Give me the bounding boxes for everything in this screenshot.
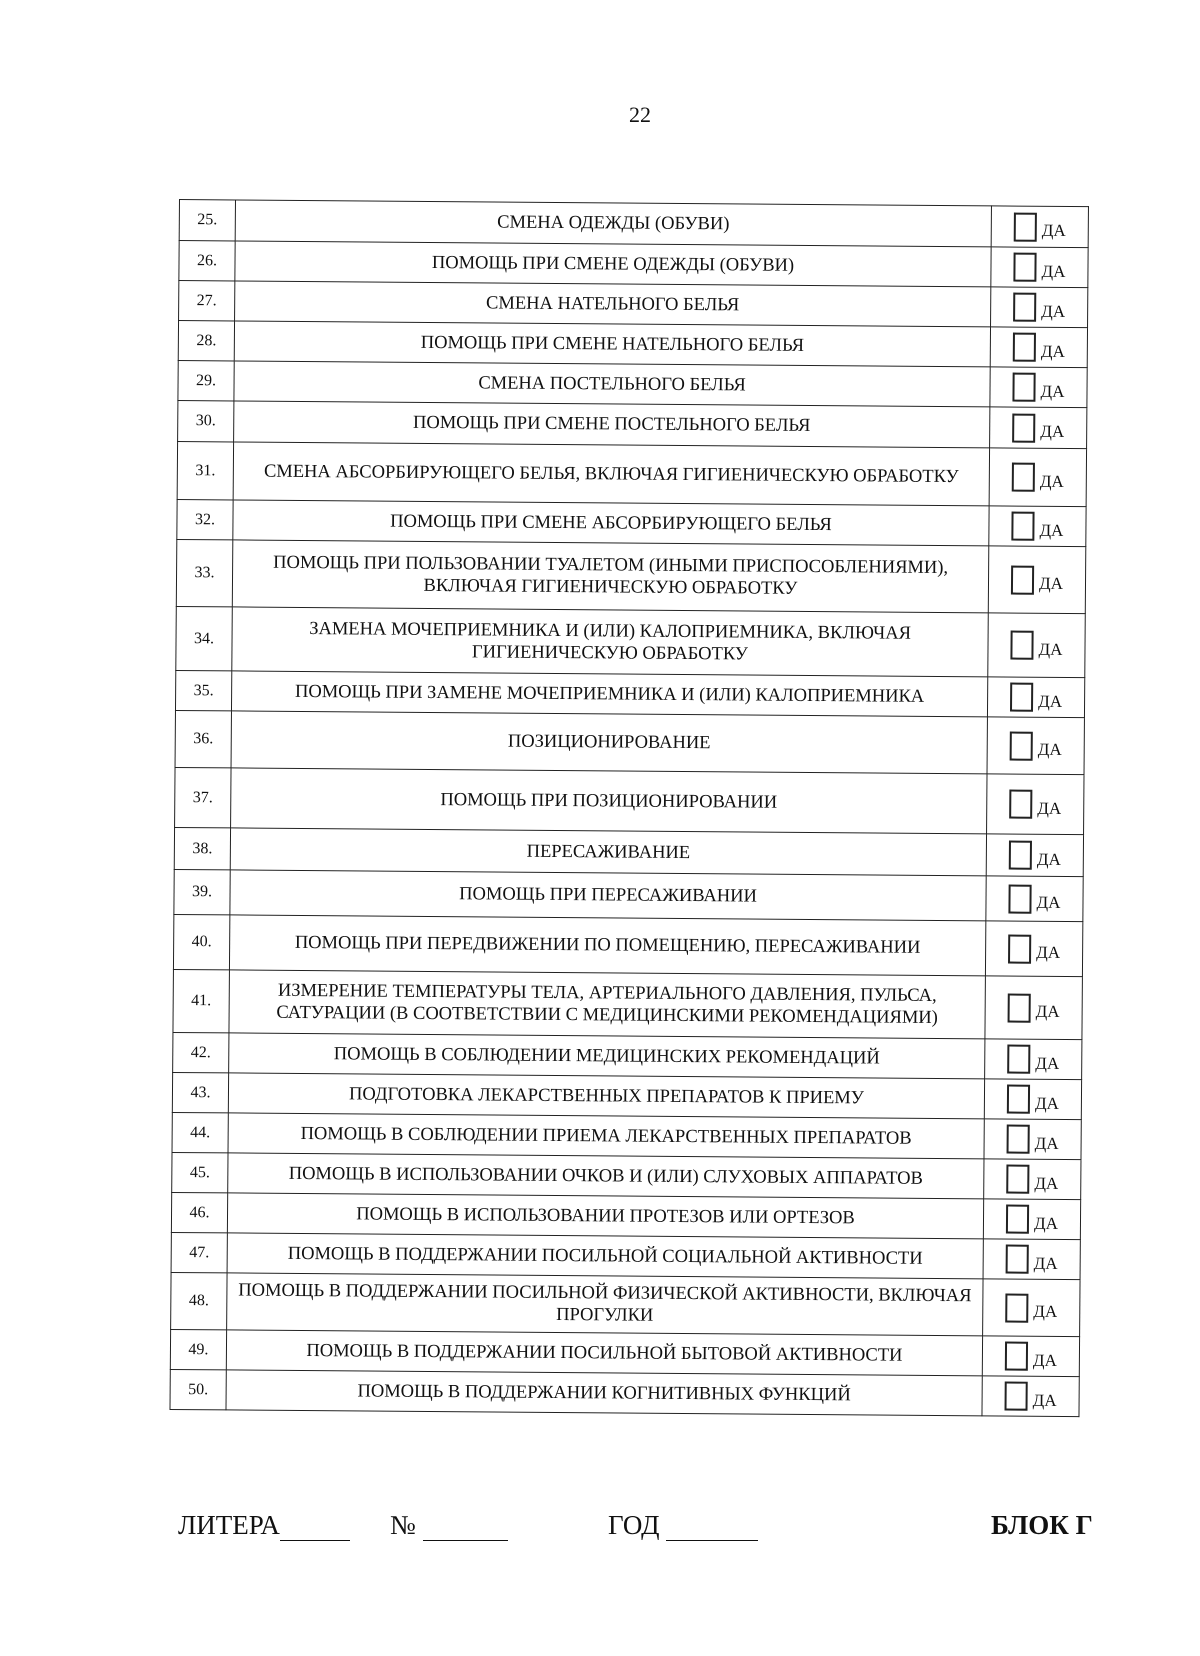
row-number: 35. (175, 670, 231, 710)
yes-checkbox[interactable] (1007, 1085, 1030, 1114)
yes-option (984, 1204, 1080, 1234)
row-service-text: ПЕРЕСАЖИВАНИЕ (230, 828, 986, 876)
row-service-text: ПОМОЩЬ В ПОДДЕРЖАНИИ ПОСИЛЬНОЙ СОЦИАЛЬНОЙ АКТИВНОСТИ (227, 1233, 983, 1279)
yes-checkbox[interactable] (1005, 1342, 1028, 1371)
yes-label: ДА (1034, 1133, 1059, 1153)
yes-checkbox[interactable] (1010, 731, 1033, 760)
yes-label: ДА (1037, 739, 1062, 759)
row-number: 33. (176, 539, 233, 606)
year-field (608, 1510, 758, 1541)
row-service-text: ПОМОЩЬ ПРИ СМЕНЕ ПОСТЕЛЬНОГО БЕЛЬЯ (234, 401, 990, 448)
row-number: 28. (178, 321, 234, 361)
row-service-text: ПОДГОТОВКА ЛЕКАРСТВЕННЫХ ПРЕПАРАТОВ К ПРИЕМУ (228, 1073, 984, 1119)
year-input-line[interactable] (666, 1516, 758, 1541)
row-number: 41. (173, 969, 229, 1032)
yes-label: ДА (1041, 261, 1066, 281)
page-number: 22 (629, 102, 651, 127)
row-number: 36. (175, 710, 231, 767)
number-input-line[interactable] (423, 1516, 508, 1541)
table-row (171, 1232, 1080, 1279)
yes-option (990, 462, 1086, 492)
yes-checkbox[interactable] (1005, 1293, 1028, 1322)
yes-option (987, 789, 1083, 819)
yes-option (988, 731, 1084, 761)
table-row (173, 914, 1082, 976)
table-row (174, 827, 1083, 876)
yes-checkbox[interactable] (1011, 512, 1034, 541)
row-number: 26. (179, 241, 235, 281)
row-service-text: ПОМОЩЬ ПРИ ПЕРЕДВИЖЕНИИ ПО ПОМЕЩЕНИЮ, ПЕРЕСАЖИВАНИИ (229, 915, 985, 976)
table-row (179, 281, 1088, 328)
table-row (178, 321, 1087, 368)
yes-checkbox[interactable] (1013, 253, 1036, 282)
yes-label: ДА (1039, 471, 1064, 491)
row-yes-cell (990, 367, 1087, 408)
yes-option (984, 1164, 1080, 1194)
row-number: 50. (170, 1369, 226, 1409)
row-service-text: ПОМОЩЬ ПРИ СМЕНЕ АБСОРБИРУЮЩЕГО БЕЛЬЯ (233, 500, 989, 546)
yes-label: ДА (1038, 573, 1064, 593)
yes-checkbox[interactable] (1010, 683, 1033, 712)
yes-option (986, 934, 1082, 964)
row-yes-cell (984, 1159, 1081, 1200)
yes-checkbox[interactable] (1012, 413, 1035, 442)
yes-checkbox[interactable] (1006, 1165, 1029, 1194)
yes-label: ДА (1038, 639, 1063, 659)
yes-checkbox[interactable] (1009, 841, 1032, 870)
table-row (176, 539, 1085, 613)
row-yes-cell (984, 1079, 1081, 1120)
table-row (170, 1329, 1079, 1376)
row-service-text: ПОМОЩЬ В ПОДДЕРЖАНИИ КОГНИТИВНЫХ ФУНКЦИЙ (226, 1370, 982, 1416)
row-number: 46. (171, 1192, 227, 1232)
yes-label: ДА (1041, 220, 1066, 240)
yes-option (986, 993, 1082, 1023)
table-row (175, 767, 1084, 834)
yes-label: ДА (1037, 798, 1062, 818)
table-row (172, 1152, 1081, 1199)
document-footer (178, 1510, 1098, 1550)
row-number: 31. (177, 441, 233, 499)
yes-checkbox[interactable] (1014, 212, 1037, 241)
row-yes-cell (988, 613, 1085, 678)
yes-checkbox[interactable] (1008, 993, 1031, 1022)
yes-checkbox[interactable] (1006, 1245, 1029, 1274)
services-table (169, 199, 1088, 1417)
table-row (179, 241, 1088, 288)
yes-checkbox[interactable] (1005, 1382, 1028, 1411)
row-service-text: СМЕНА НАТЕЛЬНОГО БЕЛЬЯ (235, 281, 991, 327)
row-number: 38. (174, 827, 230, 869)
yes-label: ДА (1032, 1350, 1057, 1370)
year-label: ГОД (608, 1510, 660, 1540)
yes-label: ДА (1033, 1253, 1058, 1273)
row-service-text: ПОМОЩЬ В ПОДДЕРЖАНИИ ПОСИЛЬНОЙ ФИЗИЧЕСКОЙ АКТИВНОСТИ, ВКЛЮЧАЯ ПРОГУЛКИ (227, 1273, 983, 1336)
table-row (171, 1192, 1080, 1239)
row-yes-cell (989, 506, 1086, 547)
row-service-text: ПОМОЩЬ ПРИ ПЕРЕСАЖИВАНИИ (230, 870, 986, 921)
row-yes-cell (991, 247, 1088, 288)
row-number: 45. (172, 1152, 228, 1192)
row-number: 30. (178, 400, 234, 441)
row-service-text: СМЕНА ПОСТЕЛЬНОГО БЕЛЬЯ (234, 361, 990, 407)
yes-option (991, 252, 1087, 282)
yes-label: ДА (1036, 942, 1061, 962)
table-row (172, 1112, 1081, 1159)
yes-label: ДА (1039, 520, 1064, 540)
yes-checkbox[interactable] (1012, 463, 1035, 492)
yes-option (988, 630, 1084, 660)
yes-option (989, 511, 1085, 541)
block-label: БЛОК Г (991, 1510, 1093, 1540)
table-row (170, 1369, 1079, 1416)
row-number: 48. (171, 1272, 227, 1329)
row-service-text: ПОМОЩЬ В ИСПОЛЬЗОВАНИИ ПРОТЕЗОВ ИЛИ ОРТЕЗОВ (227, 1193, 983, 1239)
row-yes-cell (990, 407, 1087, 449)
row-service-text: ЗАМЕНА МОЧЕПРИЕМНИКА И (ИЛИ) КАЛОПРИЕМНИКА, ВКЛЮЧАЯ ГИГИЕНИЧЕСКУЮ ОБРАБОТКУ (232, 607, 988, 677)
row-yes-cell (991, 206, 1088, 248)
table-row (177, 441, 1086, 506)
row-yes-cell (982, 1336, 1079, 1377)
table-row (174, 869, 1083, 921)
yes-label: ДА (1038, 691, 1063, 711)
row-number: 37. (175, 767, 231, 827)
yes-label: ДА (1041, 301, 1066, 321)
row-number: 25. (179, 200, 235, 241)
table-row (178, 400, 1087, 448)
row-yes-cell (983, 1279, 1080, 1337)
yes-option (983, 1293, 1079, 1323)
yes-label: ДА (1040, 341, 1065, 361)
row-number: 49. (170, 1329, 226, 1369)
row-service-text: ПОМОЩЬ В ИСПОЛЬЗОВАНИИ ОЧКОВ И (ИЛИ) СЛУХОВЫХ АППАРАТОВ (228, 1153, 984, 1199)
yes-option (990, 413, 1086, 443)
row-number: 29. (178, 360, 234, 400)
row-service-text: ПОМОЩЬ В СОБЛЮДЕНИИ МЕДИЦИНСКИХ РЕКОМЕНДАЦИЙ (229, 1033, 985, 1079)
yes-label: ДА (1035, 1053, 1060, 1073)
yes-option (987, 840, 1083, 870)
litera-label: ЛИТЕРА (178, 1510, 280, 1540)
row-yes-cell (987, 717, 1084, 775)
yes-checkbox[interactable] (1007, 1125, 1030, 1154)
number-label: № (390, 1510, 416, 1540)
table-row (175, 710, 1084, 774)
yes-label: ДА (1034, 1173, 1059, 1193)
yes-checkbox[interactable] (1009, 790, 1032, 819)
row-yes-cell (985, 1039, 1082, 1080)
yes-label: ДА (1035, 1001, 1060, 1021)
yes-option (992, 212, 1088, 242)
row-service-text: ПОМОЩЬ ПРИ СМЕНЕ НАТЕЛЬНОГО БЕЛЬЯ (234, 321, 990, 367)
yes-checkbox[interactable] (1010, 631, 1033, 660)
row-service-text: ПОЗИЦИОНИРОВАНИЕ (231, 711, 987, 774)
yes-option (986, 884, 1082, 914)
yes-checkbox[interactable] (1006, 1205, 1029, 1234)
row-yes-cell (987, 774, 1084, 835)
row-number: 43. (172, 1072, 228, 1112)
row-yes-cell (985, 976, 1082, 1040)
row-service-text: ПОМОЩЬ В ПОДДЕРЖАНИИ ПОСИЛЬНОЙ БЫТОВОЙ АКТИВНОСТИ (226, 1330, 982, 1376)
row-yes-cell (983, 1239, 1080, 1280)
yes-option (985, 1044, 1081, 1074)
yes-label: ДА (1040, 421, 1065, 441)
row-service-text: СМЕНА АБСОРБИРУЮЩЕГО БЕЛЬЯ, ВКЛЮЧАЯ ГИГИЕНИЧЕСКУЮ ОБРАБОТКУ (233, 442, 989, 506)
yes-label: ДА (1036, 849, 1061, 869)
yes-checkbox[interactable] (1013, 333, 1036, 362)
yes-checkbox[interactable] (1007, 1045, 1030, 1074)
row-number: 39. (174, 869, 230, 914)
row-number: 32. (177, 499, 233, 539)
yes-option (983, 1381, 1079, 1411)
services-table-body (170, 200, 1088, 1417)
yes-label: ДА (1036, 892, 1061, 912)
table-row (176, 606, 1085, 677)
row-yes-cell (991, 287, 1088, 328)
yes-option (985, 1084, 1081, 1114)
yes-label: ДА (1032, 1390, 1057, 1410)
row-number: 40. (173, 914, 229, 969)
table-row (173, 969, 1082, 1039)
row-service-text: ПОМОЩЬ ПРИ ПОЛЬЗОВАНИИ ТУАЛЕТОМ (ИНЫМИ ПРИСПОСОБЛЕНИЯМИ), ВКЛЮЧАЯ ГИГИЕНИЧЕСКУЮ ОБРАБОТКУ (232, 540, 989, 613)
yes-checkbox[interactable] (1008, 884, 1031, 913)
yes-option (991, 332, 1087, 362)
yes-option (991, 292, 1087, 322)
table-row (178, 360, 1087, 407)
row-yes-cell (984, 1119, 1081, 1160)
yes-label: ДА (1033, 1213, 1058, 1233)
row-yes-cell (986, 876, 1083, 922)
row-service-text: ПОМОЩЬ В СОБЛЮДЕНИИ ПРИЕМА ЛЕКАРСТВЕННЫХ ПРЕПАРАТОВ (228, 1113, 984, 1159)
yes-option (983, 1341, 1079, 1371)
row-yes-cell (983, 1199, 1080, 1240)
row-yes-cell (987, 677, 1084, 718)
yes-label: ДА (1034, 1093, 1059, 1113)
number-field (390, 1510, 508, 1541)
table-row (172, 1072, 1081, 1119)
row-yes-cell (989, 448, 1086, 507)
table-row (175, 670, 1084, 717)
row-service-text: СМЕНА ОДЕЖДЫ (ОБУВИ) (235, 200, 991, 247)
table-row (177, 499, 1086, 546)
yes-checkbox[interactable] (1011, 565, 1034, 594)
row-number: 34. (176, 606, 233, 670)
yes-label: ДА (1040, 381, 1065, 401)
yes-checkbox[interactable] (1008, 934, 1031, 963)
yes-option (985, 1124, 1081, 1154)
yes-option (990, 372, 1086, 402)
row-service-text: ПОМОЩЬ ПРИ ЗАМЕНЕ МОЧЕПРИЕМНИКА И (ИЛИ) КАЛОПРИЕМНИКА (231, 671, 987, 717)
litera-field (178, 1510, 350, 1541)
row-number: 42. (173, 1032, 229, 1072)
row-yes-cell (990, 327, 1087, 368)
row-yes-cell (982, 1376, 1079, 1417)
litera-input-line[interactable] (280, 1516, 350, 1541)
yes-option (988, 682, 1084, 712)
table-row (171, 1272, 1080, 1336)
row-yes-cell (985, 921, 1082, 977)
row-service-text: ПОМОЩЬ ПРИ СМЕНЕ ОДЕЖДЫ (ОБУВИ) (235, 241, 991, 287)
yes-option (984, 1244, 1080, 1274)
row-yes-cell (986, 834, 1083, 877)
table-row (179, 200, 1088, 248)
yes-option (989, 565, 1085, 595)
row-number: 27. (179, 281, 235, 321)
table-row (173, 1032, 1082, 1079)
row-service-text: ИЗМЕРЕНИЕ ТЕМПЕРАТУРЫ ТЕЛА, АРТЕРИАЛЬНОГО ДАВЛЕНИЯ, ПУЛЬСА, САТУРАЦИИ (В СООТВЕТСТВИИ С МЕДИЦИНСКИМИ РЕКОМЕНДАЦИЯМИ) (229, 970, 985, 1039)
row-yes-cell (988, 546, 1086, 614)
yes-checkbox[interactable] (1012, 373, 1035, 402)
yes-label: ДА (1033, 1301, 1058, 1321)
row-number: 47. (171, 1232, 227, 1272)
yes-checkbox[interactable] (1013, 293, 1036, 322)
row-number: 44. (172, 1112, 228, 1152)
row-service-text: ПОМОЩЬ ПРИ ПОЗИЦИОНИРОВАНИИ (231, 768, 987, 834)
